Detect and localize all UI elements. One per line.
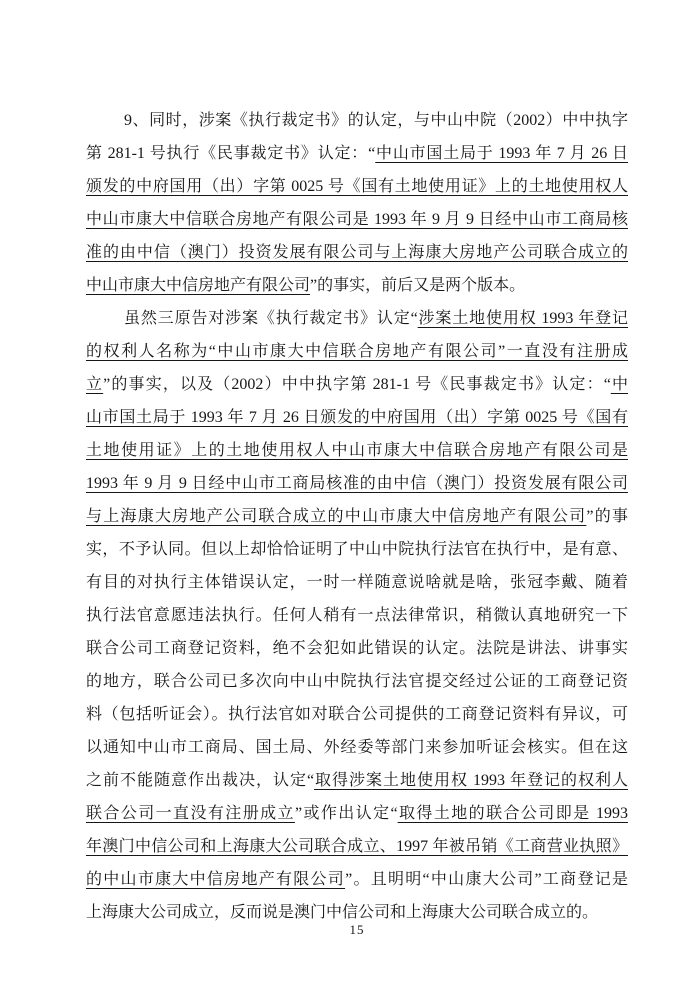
text-line (86, 731, 628, 764)
text-line (86, 467, 628, 500)
text-line (86, 335, 628, 368)
text-segment: 执行法官意愿违法执行。任何人稍有一点法律常识，稍微认真地研究一下 (86, 607, 628, 624)
text-line (86, 665, 628, 698)
text-line (86, 863, 628, 896)
text-segment: 9、同时，涉案《执行裁定书》的认定，与中山中院（2002）中中执字 (124, 112, 628, 129)
text-line (86, 401, 628, 434)
underlined-text-segment: 土地使用证》上的土地使用权人中山市康大中信联合房地产有限公司是 (86, 442, 628, 459)
text-segment: ”的事 (586, 508, 628, 525)
underlined-text-segment: 与上海康大房地产公司联合成立的中山市康大中信房地产有限公司 (86, 508, 587, 525)
underlined-text-segment: 中山市康大中信房地产有限公司 (86, 277, 311, 294)
underlined-text-segment: 准的由中信（澳门）投资发展有限公司与上海康大房地产公司联合成立的 (86, 244, 628, 261)
text-line (86, 599, 628, 632)
text-line (86, 566, 628, 599)
text-segment: 实，不予认同。但以上却恰恰证明了中山中院执行法官在执行中，是有意、 (86, 541, 628, 558)
text-segment: 之前不能随意作出裁决，认定“ (86, 772, 315, 789)
text-line (86, 170, 628, 203)
text-line (86, 368, 628, 401)
underlined-text-segment: 联合公司一直没有注册成立 (86, 805, 295, 822)
text-line (86, 302, 628, 335)
text-line (86, 830, 628, 863)
text-line (86, 764, 628, 797)
text-segment: 虽然三原告对涉案《执行裁定书》认定“ (124, 310, 418, 327)
text-segment: 上海康大公司成立，反而说是澳门中信公司和上海康大公司联合成立的。 (86, 904, 599, 921)
text-segment: 以通知中山市工商局、国土局、外经委等部门来参加听证会核实。但在这 (86, 739, 628, 756)
text-block (86, 104, 628, 929)
text-segment: ”。且明明“中山康大公司”工商登记是 (345, 871, 628, 888)
text-line (86, 698, 628, 731)
underlined-text-segment: 的中山市康大中信房地产有限公司 (86, 871, 346, 888)
page-number: 15 (349, 922, 365, 937)
underlined-text-segment: 取得涉案土地使用权 1993 年登记的权利人 (314, 772, 628, 789)
underlined-text-segment: 的权利人名称为“中山市康大中信联合房地产有限公司”一直没有注册成 (86, 343, 628, 360)
underlined-text-segment: 中 (610, 376, 628, 393)
underlined-text-segment: 取得土地的联合公司即是 1993 (397, 805, 628, 822)
text-segment: ”的事实，前后又是两个版本。 (310, 277, 526, 294)
text-line (86, 203, 628, 236)
underlined-text-segment: 山市国土局于 1993 年 7 月 26 日颁发的中府国用（出）字第 0025 号《国有 (86, 409, 628, 426)
text-line (86, 137, 628, 170)
underlined-text-segment: 立 (86, 376, 104, 393)
text-segment: 联合公司工商登记资料，绝不会犯如此错误的认定。法院是讲法、讲事实 (86, 640, 628, 657)
text-segment: 有目的对执行主体错误认定，一时一样随意说啥就是啥，张冠李戴、随着 (86, 574, 628, 591)
text-line (86, 104, 628, 137)
text-segment: 第 281-1 号执行《民事裁定书》认定：“ (86, 145, 376, 162)
underlined-text-segment: 中山市康大中信联合房地产有限公司是 1993 年 9 月 9 日经中山市工商局核 (86, 211, 628, 228)
text-line (86, 236, 628, 269)
underlined-text-segment: 1993 年 9 月 9 日经中山市工商局核准的由中信（澳门）投资发展有限公司 (86, 475, 628, 492)
text-line (86, 434, 628, 467)
text-segment: ”的事实，以及（2002）中中执字第 281-1 号《民事裁定书》认定：“ (103, 376, 611, 393)
underlined-text-segment: 中山市国土局于 1993 年 7 月 26 日 (375, 145, 628, 162)
text-line (86, 500, 628, 533)
text-segment: 的地方，联合公司已多次向中山中院执行法官提交经过公证的工商登记资 (86, 673, 628, 690)
text-line (86, 797, 628, 830)
underlined-text-segment: 涉案土地使用权 1993 年登记 (417, 310, 628, 327)
underlined-text-segment: 颁发的中府国用（出）字第 0025 号《国有土地使用证》上的土地使用权人 (86, 178, 628, 195)
text-segment: ”或作出认定“ (294, 805, 398, 822)
text-line (86, 533, 628, 566)
underlined-text-segment: 年澳门中信公司和上海康大公司联合成立、1997 年被吊销《工商营业执照》 (86, 838, 628, 855)
text-line (86, 269, 628, 302)
text-line (86, 632, 628, 665)
text-segment: 料（包括听证会）。执行法官如对联合公司提供的工商登记资料有异议，可 (86, 706, 628, 723)
